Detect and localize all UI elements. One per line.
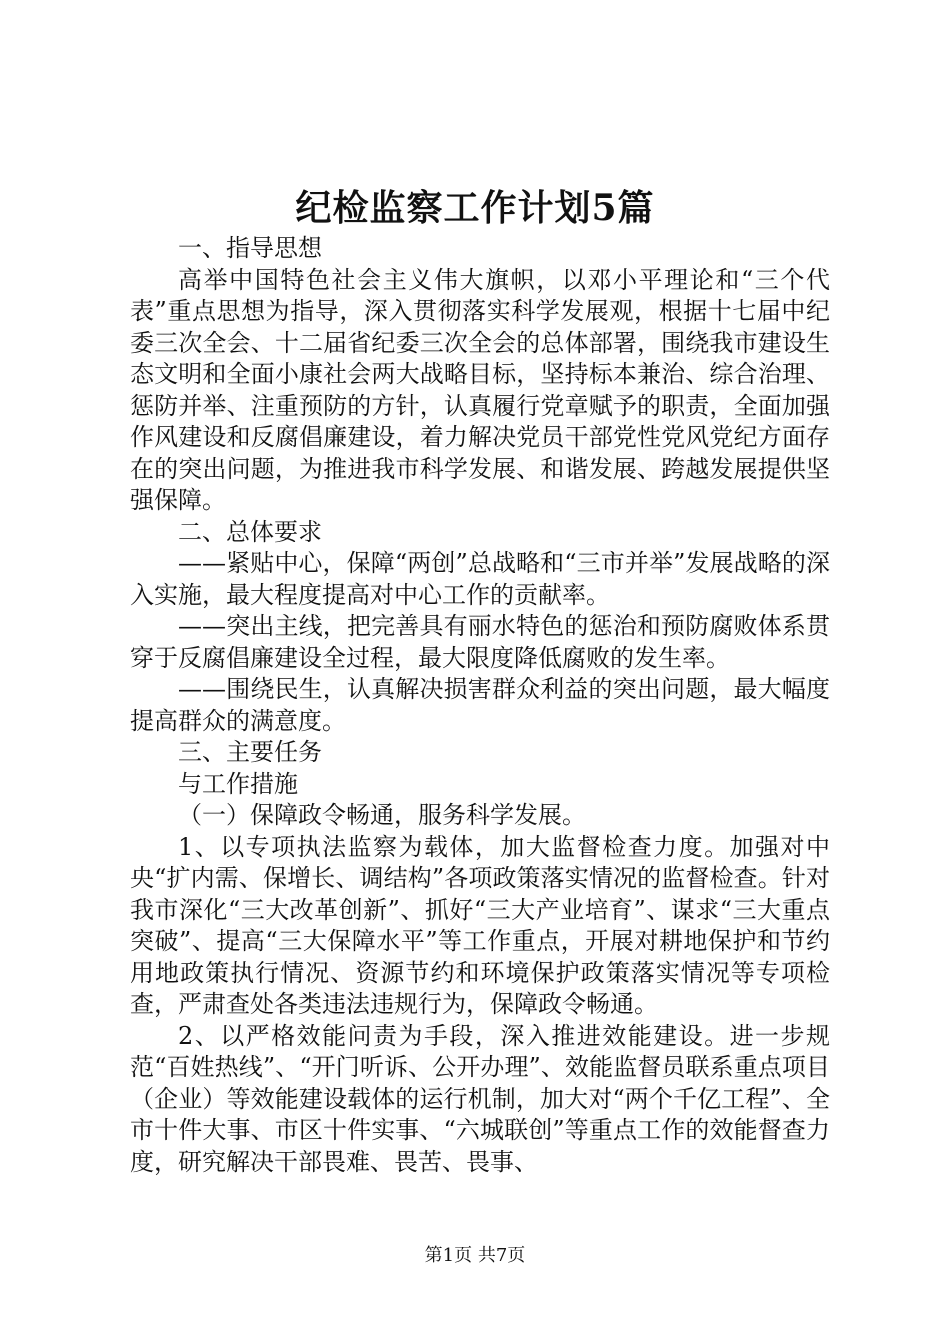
section-heading: 三、主要任务 [178, 738, 322, 766]
body-paragraph: 1、以专项执法监察为载体，加大监督检查力度。加强对中央“扩内需、保增长、调结构”各项政策落实情况的监督检查。针对我市深化“三大改革创新”、抓好“三大产业培育”、谋求“三大重点突破”、提高“三大保障水平”等工作重点，开展对耕地保护和节约用地政策执行情况、资源节约和环境保护政策落实情况等专项检查，严肃查处各类违法违规行为，保障政令畅通。 [130, 832, 830, 1018]
section-heading: 一、指导思想 [178, 234, 322, 262]
body-paragraph: 高举中国特色社会主义伟大旗帜，以邓小平理论和“三个代表”重点思想为指导，深入贯彻落实科学发展观，根据十七届中纪委三次全会、十二届省纪委三次全会的总体部署，围绕我市建设生态文明和全面小康社会两大战略目标，坚持标本兼治、综合治理、惩防并举、注重预防的方针，认真履行党章赋予的职责，全面加强作风建设和反腐倡廉建设，着力解决党员干部党性党风党纪方面存在的突出问题，为推进我市科学发展、和谐发展、跨越发展提供坚强保障。 [130, 265, 830, 514]
body-paragraph: 2、以严格效能问责为手段，深入推进效能建设。进一步规范“百姓热线”、“开门听诉、公开办理”、效能监督员联系重点项目（企业）等效能建设载体的运行机制，加大对“两个千亿工程”、全市十件大事、市区十件实事、“六城联创”等重点工作的效能督查力度，研究解决干部畏难、畏苦、畏事、 [130, 1021, 830, 1176]
section-heading-continuation: 与工作措施 [178, 769, 298, 798]
section-heading: 二、总体要求 [178, 517, 322, 546]
document-body [130, 233, 830, 1178]
subsection-heading: （一）保障政令畅通，服务科学发展。 [178, 801, 586, 829]
body-paragraph: ——围绕民生，认真解决损害群众利益的突出问题，最大幅度提高群众的满意度。 [130, 675, 830, 735]
body-paragraph: ——紧贴中心，保障“两创”总战略和“三市并举”发展战略的深入实施，最大程度提高对中心工作的贡献率。 [130, 549, 830, 609]
document-title: 纪检监察工作计划5篇 [295, 187, 655, 229]
page-number-footer: 第1页 共7页 [424, 1245, 526, 1266]
body-paragraph: ——突出主线，把完善具有丽水特色的惩治和预防腐败体系贯穿于反腐倡廉建设全过程，最大限度降低腐败的发生率。 [130, 612, 830, 672]
